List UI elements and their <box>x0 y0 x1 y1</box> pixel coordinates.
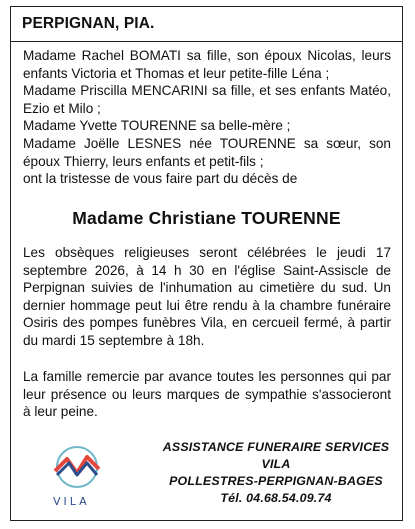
header-divider <box>11 41 402 42</box>
family-line: Madame Yvette TOURENNE sa belle-mère ; <box>23 118 291 134</box>
logo-text: VILA <box>53 495 90 508</box>
family-line: ont la tristesse de vous faire part du décès de <box>23 171 298 187</box>
funeral-home-phone: Tél. 04.68.54.09.74 <box>220 491 332 505</box>
family-line: Madame Priscilla MENCARINI sa fille, et ses enfants Matéo, Ezio et Milo ; <box>23 83 391 116</box>
funeral-home-name: ASSISTANCE FUNERAIRE SERVICES <box>162 440 390 454</box>
funeral-home-brand: VILA <box>261 457 291 471</box>
thanks-paragraph: La famille remercie par avance toutes les personnes qui par leur présence ou leurs marques de sympathie s'associeront à leur peine. <box>23 369 391 420</box>
family-list <box>23 47 391 188</box>
obituary-notice <box>10 6 403 521</box>
family-line: Madame Joëlle LESNES née TOURENNE sa sœur, son époux Thierry, leurs enfants et petit-fils ; <box>23 135 391 169</box>
family-line: Madame Rachel BOMATI sa fille, son époux Nicolas, leurs enfants Victoria et Thomas et leur petite-fille Léna ; <box>23 48 391 81</box>
vila-logo-icon <box>47 441 107 501</box>
notice-header-city: PERPIGNAN, PIA. <box>22 15 155 32</box>
funeral-home-locations: POLLESTRES-PERPIGNAN-BAGES <box>169 474 383 488</box>
ceremony-paragraph: Les obsèques religieuses seront célébrées le jeudi 17 septembre 2026, à 14 h 30 en l'église Saint-Assiscle de Perpignan suivies de l'inhumation au cimetière du sud. Un dernier hommage peut lui être rendu à la chambre funéraire Osiris des pompes funèbres Vila, en cercueil fermé, à partir du mardi 15 septembre à 18h. <box>23 245 391 348</box>
deceased-name: Madame Christiane TOURENNE <box>72 208 341 228</box>
funeral-home-block <box>161 439 391 507</box>
